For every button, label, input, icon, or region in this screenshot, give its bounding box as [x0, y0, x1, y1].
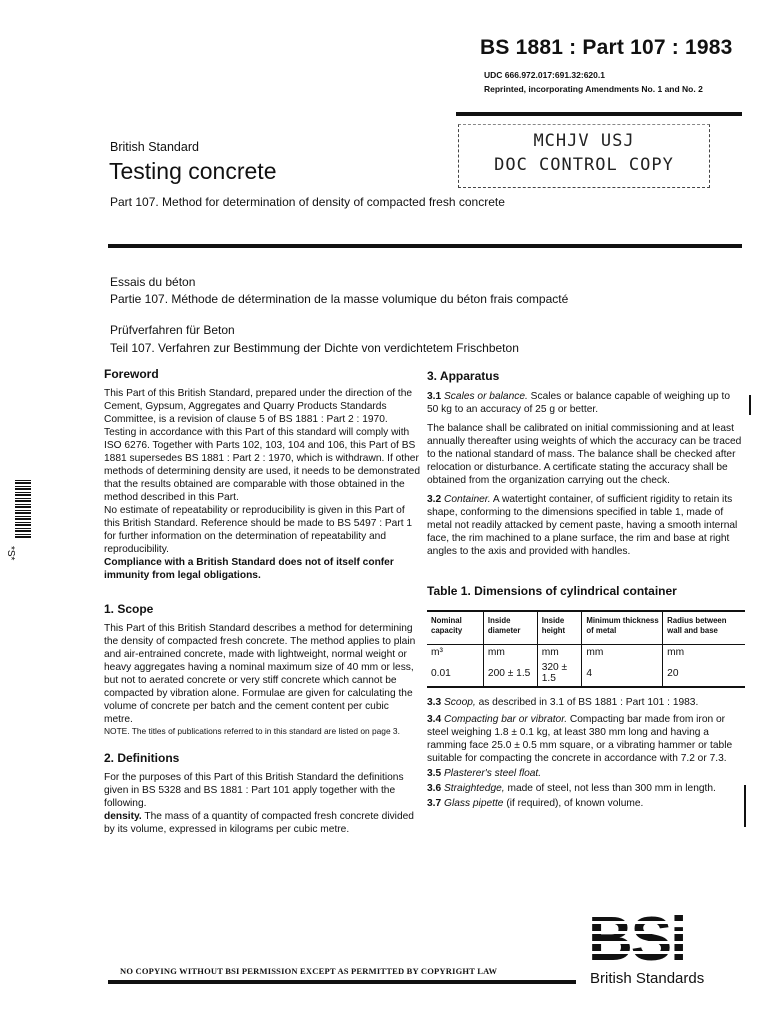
table-cell: 320 ± 1.5 — [537, 660, 582, 687]
apparatus-heading: 3. Apparatus — [427, 369, 500, 383]
table-caption: Table 1. Dimensions of cylindrical container — [427, 584, 677, 598]
doc-control-stamp — [458, 124, 710, 188]
clause-3-1-paragraph-2: The balance shall be calibrated on initial commissioning and at least annually thereafter using weights of which the accuracy can be traced to the national standard of mass. The balance shall be checked after relocation or disturbance. A certificate stating the accuracy shall be obtained from the organization carrying out the check. — [427, 423, 742, 486]
table-unit-cell: mm — [663, 645, 745, 661]
footer-rule — [108, 980, 576, 984]
clause-number: 3.6 — [427, 783, 442, 794]
left-column — [104, 367, 420, 836]
clause-term: Scales or balance. — [444, 391, 528, 402]
document-subtitle: Part 107. Method for determination of density of compacted fresh concrete — [110, 195, 505, 209]
british-standard-label: British Standard — [110, 140, 199, 154]
clause-term: Scoop, — [444, 697, 476, 708]
table-header-cell: Minimum thickness of metal — [582, 611, 663, 645]
scope-note: NOTE. The titles of publications referred to in this standard are listed on page 3. — [104, 726, 400, 736]
table-cell: 0.01 — [431, 667, 451, 679]
german-subtitle: Teil 107. Verfahren zur Bestimmung der Dichte von verdichtetem Frischbeton — [110, 341, 519, 355]
bsi-logo — [588, 914, 720, 971]
clause-3-2 — [427, 493, 744, 558]
clause-term: Straightedge, — [444, 783, 505, 794]
clause-number: 3.3 — [427, 697, 442, 708]
clause-text: Compacting bar made from iron or steel weighing 1.8 ± 0.1 kg, at least 380 mm long and having a ramming face 25.0 ± 0.5 mm square, or a vibrating hammer or table suitable for compacting the concrete in accordance with 7.2 or 7.3. — [427, 714, 733, 764]
table-cell: 200 ± 1.5 — [483, 660, 537, 687]
table-unit-cell: mm — [537, 645, 582, 661]
table-header-cell: Inside height — [537, 611, 582, 645]
copyright-notice: NO COPYING WITHOUT BSI PERMISSION EXCEPT AS PERMITTED BY COPYRIGHT LAW — [120, 966, 498, 976]
header-rule — [456, 112, 742, 116]
document-title: Testing concrete — [109, 158, 277, 184]
clause-number: 3.1 — [427, 391, 442, 402]
stamp-line-2: DOC CONTROL COPY — [494, 155, 674, 175]
table-header-cell: Inside diameter — [483, 611, 537, 645]
table-unit-cell: mm — [483, 645, 537, 661]
scope-heading: 1. Scope — [104, 602, 154, 616]
clause-text: (if required), of known volume. — [503, 798, 644, 809]
clause-number: 3.2 — [427, 494, 442, 505]
amendment-bar — [749, 395, 751, 415]
clause-3-1 — [427, 390, 744, 416]
clause-3-5 — [427, 767, 744, 780]
amendment-bar — [744, 785, 746, 827]
definition-term: density. — [104, 811, 142, 822]
clause-3-6 — [427, 782, 744, 795]
foreword-paragraph-2: No estimate of repeatability or reproducibility is given in this Part of this British Standard. Reference should be made to BS 5497 : Part 1 for further information on the determination of repeatability and reproducibility. — [104, 505, 413, 555]
foreword-paragraph-1: This Part of this British Standard, prepared under the direction of the Cement, Gypsum, Aggregates and Quarry Products Standards Committee, is a revision of clause 5 of BS 1881 : Part 2 : 1970. Testing in accordance with this Part of this standard will comply with ISO 6276. Together with Parts 102, 103, 104 and 106, this Part of BS 1881 supersedes BS 1881 : Part 2 : 1970, which is withdrawn. If other methods of determining density are used, it needs to be demonstrated that the results obtained are comparable with those obtained in the method described in this Part. — [104, 388, 421, 503]
bsi-organization-name: British Standards — [590, 970, 705, 987]
title-rule — [108, 244, 742, 248]
french-title: Essais du béton — [110, 275, 196, 289]
german-title: Prüfverfahren für Beton — [110, 323, 235, 337]
reprint-note: Reprinted, incorporating Amendments No. 1 and No. 2 — [484, 84, 703, 94]
foreword-paragraph-3: Compliance with a British Standard does not of itself confer immunity from legal obligations. — [104, 557, 394, 581]
definitions-heading: 2. Definitions — [104, 751, 180, 765]
clause-number: 3.4 — [427, 714, 442, 725]
definitions-paragraph: For the purposes of this Part of this British Standard the definitions given in BS 5328 and BS 1881 : Part 101 apply together with the following. — [104, 772, 404, 809]
standard-number: BS 1881 : Part 107 : 1983 — [480, 36, 733, 59]
table-header-row — [427, 611, 745, 645]
foreword-heading: Foreword — [104, 367, 159, 381]
table-cell: 4 — [582, 660, 663, 687]
clause-number: 3.5 — [427, 768, 442, 779]
table-header-cell: Nominal capacity — [431, 616, 463, 635]
udc-code: UDC 666.972.017:691.32:620.1 — [484, 70, 605, 80]
clause-3-4 — [427, 713, 744, 765]
density-definition — [104, 810, 420, 836]
definition-text: The mass of a quantity of compacted fresh concrete divided by its volume, expressed in kilograms per cubic metre. — [104, 811, 414, 835]
right-column — [427, 369, 744, 810]
clause-text: made of steel, not less than 300 mm in length. — [504, 783, 716, 794]
clause-text: Scales or balance capable of weighing up to 50 kg to an accuracy of 25 g or better. — [427, 391, 731, 415]
clause-term: Glass pipette — [444, 798, 504, 809]
bsi-logo-graphic — [588, 914, 720, 966]
clause-number: 3.7 — [427, 798, 442, 809]
table-unit-cell: mm — [582, 645, 663, 661]
french-subtitle: Partie 107. Méthode de détermination de la masse volumique du béton frais compacté — [110, 292, 569, 306]
clause-term: Plasterer's steel float. — [444, 768, 542, 779]
margin-mark: *S* — [5, 546, 16, 561]
dimensions-table — [427, 610, 745, 688]
table-unit-cell: m³ — [431, 647, 443, 658]
table-header-cell: Radius between wall and base — [663, 611, 745, 645]
clause-text: A watertight container, of sufficient rigidity to retain its shape, conforming to the dimensions specified in table 1, made of metal not readily attacked by cement paste, having a smooth internal face, the rim machined to a plane surface, the rim and base at right angles to the axis and provided with handles. — [427, 494, 738, 557]
table-units-row — [427, 645, 745, 661]
clause-term: Container. — [444, 494, 491, 505]
table-row — [427, 660, 745, 687]
clause-term: Compacting bar or vibrator. — [444, 714, 568, 725]
scope-paragraph: This Part of this British Standard describes a method for determining the density of compacted fresh concrete. The method applies to plain and air-entrained concrete, made with lightweight, normal weight or heavy aggregates having a nominal maximum size of 40 mm or less, but not to aerated concrete or very stiff concrete which cannot be compacted by vibration alone. Formulae are given for calculating the volume of concrete per batch and the cement content per cubic metre. — [104, 623, 416, 725]
clause-text: as described in 3.1 of BS 1881 : Part 101 : 1983. — [475, 697, 699, 708]
barcode-mark — [15, 480, 31, 538]
table-cell: 20 — [663, 660, 745, 687]
clause-3-7 — [427, 797, 744, 810]
clause-3-3 — [427, 696, 744, 709]
stamp-line-1: MCHJV USJ — [533, 131, 635, 151]
